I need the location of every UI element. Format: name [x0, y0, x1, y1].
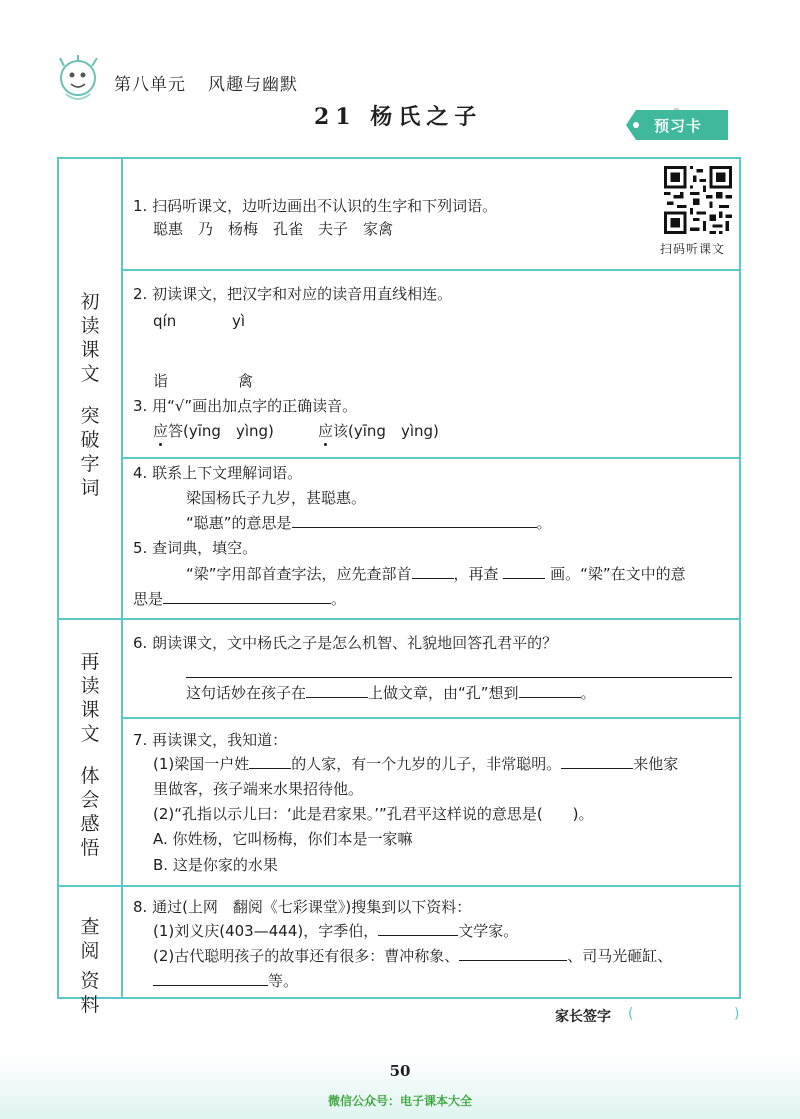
answer-blank[interactable]: [412, 564, 454, 579]
question-7: 7. 再读课文，我知道：: [133, 731, 288, 749]
answer-blank[interactable]: [503, 564, 545, 579]
section-divider: [57, 618, 741, 620]
section-divider: [57, 885, 741, 887]
question-1: 1. 扫码听课文，边听边画出不认识的生字和下列词语。: [133, 197, 498, 215]
question-7-part-1: (1)梁国一户姓 的人家，有一个九岁的儿子，非常聪明。 来他家: [153, 755, 679, 773]
question-6-prompt: 这句话妙在孩子在 上做文章，由“孔”想到 。: [186, 684, 596, 702]
answer-blank[interactable]: [249, 754, 291, 769]
question-7-option-b[interactable]: B. 这是你家的水果: [153, 856, 278, 874]
cartoon-mascot-icon: [52, 54, 104, 106]
question-7-part-2: (2)“孔指以示儿曰：‘此是君家果。’”孔君平这样说的意思是( )。: [153, 805, 594, 823]
footer-note: 微信公众号：电子课本大全: [327, 1094, 472, 1108]
character-yi: 诣: [153, 372, 169, 390]
column-divider: [121, 157, 123, 999]
section-label-first-read: 初 读 课 文 突 破 字 词: [80, 291, 100, 499]
question-8-part-3: 等。: [153, 971, 298, 991]
answer-blank[interactable]: [378, 921, 458, 936]
pinyin-yi: yì: [232, 312, 246, 330]
signature-paren-open[interactable]: (: [628, 1006, 634, 1022]
page-number: 50: [389, 1062, 411, 1080]
question-7-part-1-cont: 里做客，孩子端来水果招待他。: [153, 780, 364, 798]
answer-blank[interactable]: [561, 754, 633, 769]
question-3-item-2: 应该(yīng yìng): [318, 422, 439, 440]
qr-code-icon[interactable]: [664, 166, 732, 234]
question-3: 3. 用“√”画出加点字的正确读音。: [133, 397, 358, 415]
preview-card-tag: [624, 108, 736, 142]
preview-card-label: 预习卡: [654, 117, 703, 135]
question-1-words: 聪惠 乃 杨梅 孔雀 夫子 家禽: [153, 220, 394, 238]
section-label-research: 查 阅 资 料: [80, 916, 100, 1016]
question-4-quote: 梁国杨氏子九岁，甚聪惠。: [186, 489, 367, 507]
parent-signature-label: 家长签字: [555, 1009, 611, 1025]
question-8-part-1: (1)刘义庆(403—444)，字季伯， 文学家。: [153, 922, 519, 940]
question-6: 6. 朗读课文，文中杨氏之子是怎么机智、礼貌地回答孔君平的？: [133, 634, 558, 652]
row-divider: [121, 269, 741, 271]
signature-paren-close: ): [734, 1006, 740, 1022]
question-5-line-1: “梁”字用部首查字法，应先查部首 ，再查 画。“梁”在文中的意: [186, 565, 686, 583]
question-5: 5. 查词典，填空。: [133, 539, 258, 557]
question-4: 4. 联系上下文理解词语。: [133, 464, 303, 482]
answer-blank[interactable]: [292, 513, 537, 528]
answer-blank[interactable]: [306, 683, 368, 698]
row-divider: [121, 457, 741, 459]
character-qin: 禽: [238, 372, 254, 390]
answer-blank[interactable]: [459, 946, 567, 961]
qr-caption: 扫码听课文: [660, 242, 726, 256]
question-8: 8. 通过(上网 翻阅《七彩课堂》)搜集到以下资料：: [133, 898, 472, 916]
answer-blank[interactable]: [163, 589, 331, 604]
question-5-line-2: 思是 。: [133, 590, 347, 608]
lesson-title: 21 杨氏之子: [314, 104, 483, 130]
answer-blank[interactable]: [153, 971, 268, 986]
unit-label: 第八单元: [114, 75, 186, 95]
question-2: 2. 初读课文，把汉字和对应的读音用直线相连。: [133, 285, 453, 303]
question-3-item-1: 应答(yīng yìng): [153, 422, 274, 440]
unit-title: 风趣与幽默: [208, 75, 298, 95]
answer-line[interactable]: [186, 677, 732, 678]
section-label-reread: 再 读 课 文 体 会 感 悟: [80, 651, 100, 859]
question-7-option-a[interactable]: A. 你姓杨，它叫杨梅，你们本是一家嘛: [153, 830, 413, 848]
pinyin-qin: qín: [153, 312, 177, 330]
row-divider: [121, 717, 741, 719]
answer-blank[interactable]: [519, 683, 581, 698]
question-4-prompt: “聪惠”的意思是 。: [186, 514, 552, 532]
question-8-part-2: (2)古代聪明孩子的故事还有很多：曹冲称象、 、司马光砸缸、: [153, 947, 673, 965]
